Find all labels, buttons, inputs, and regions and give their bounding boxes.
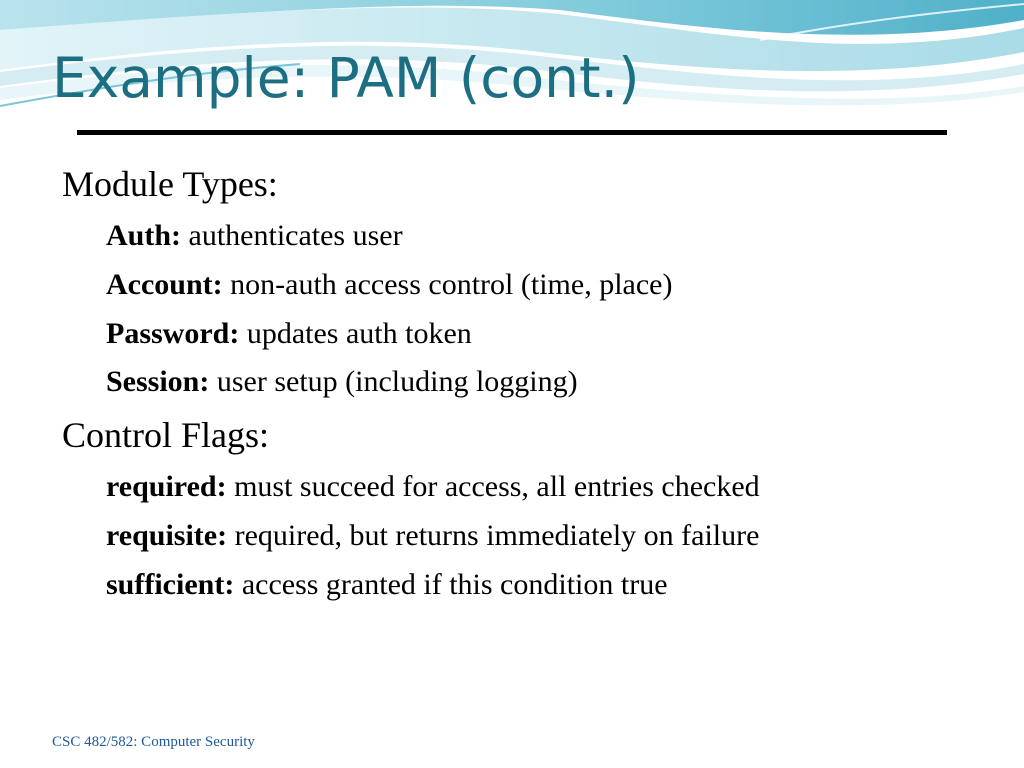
list-item <box>106 358 962 407</box>
list-item <box>106 261 962 310</box>
item-description: user setup (including logging) <box>216 365 578 399</box>
item-description: authenticates user <box>188 219 403 252</box>
title-underline <box>77 130 947 135</box>
list-item <box>106 463 962 512</box>
list-item <box>106 212 962 261</box>
item-term: Auth: <box>106 219 182 252</box>
module-types-list <box>62 212 962 407</box>
slide-footer: CSC 482/582: Computer Security <box>52 734 255 750</box>
item-description: required, but returns immediately on failure <box>234 518 760 552</box>
item-term: Session: <box>106 365 210 399</box>
item-description: updates auth token <box>246 316 472 350</box>
item-term: requisite: <box>106 518 228 552</box>
item-description: non-auth access control (time, place) <box>230 267 673 301</box>
item-description: must succeed for access, all entries checked <box>234 470 760 504</box>
item-term: Password: <box>106 316 240 350</box>
slide-body <box>62 160 962 614</box>
item-term: Account: <box>106 267 223 301</box>
section-heading-module-types: Module Types: <box>62 164 278 204</box>
item-term: required: <box>106 470 227 504</box>
item-term: sufficient: <box>106 567 235 601</box>
list-item <box>106 561 962 610</box>
slide-title: Example: PAM (cont.) <box>52 46 640 110</box>
control-flags-list <box>62 463 962 609</box>
list-item <box>106 310 962 359</box>
list-item <box>106 512 962 561</box>
section-heading-control-flags: Control Flags: <box>62 415 270 456</box>
item-description: access granted if this condition true <box>241 567 668 601</box>
